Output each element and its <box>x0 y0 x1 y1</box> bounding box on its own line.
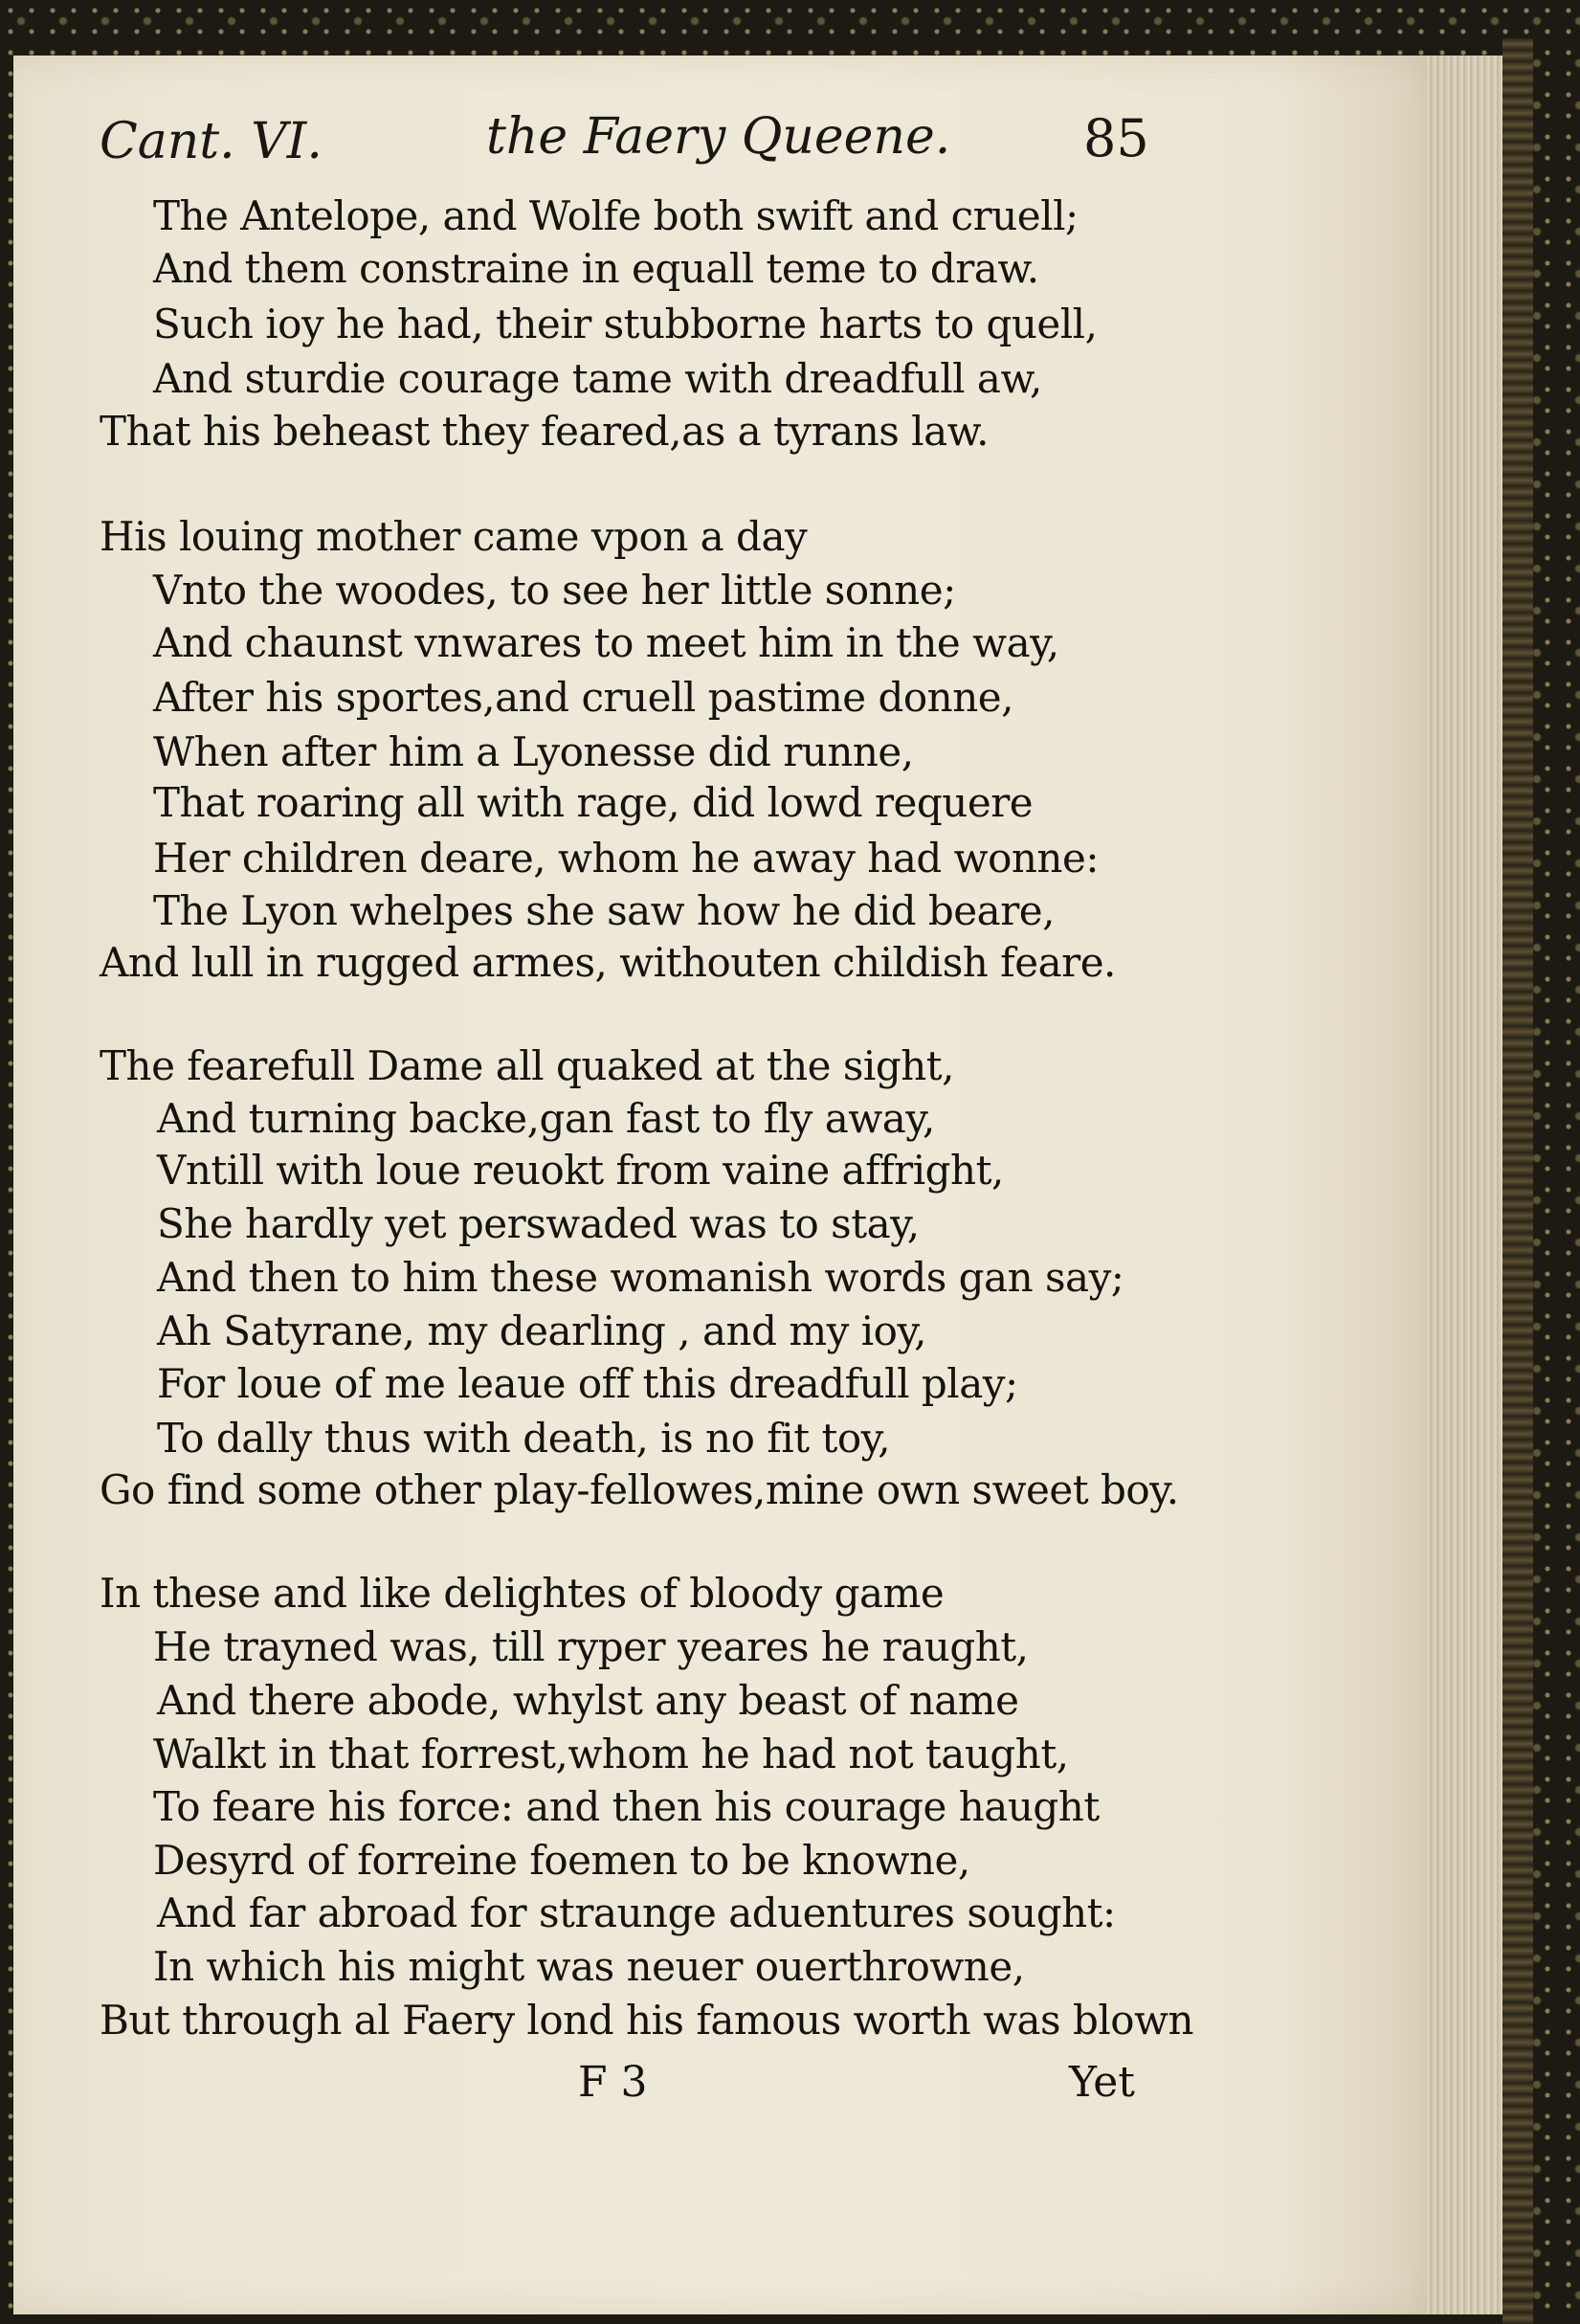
verse-line: To dally thus with death, is no fit toy, <box>157 1415 891 1462</box>
verse-line: And far abroad for straunge aduentures sought: <box>157 1889 1116 1936</box>
verse-line: The fearefull Dame all quaked at the sight, <box>100 1042 955 1089</box>
verse-line: Desyrd of forreine foemen to be knowne, <box>153 1837 970 1884</box>
verse-line: That his beheast they feared,as a tyrans law. <box>100 408 989 455</box>
verse-line: Her children deare, whom he away had wonne: <box>153 835 1099 882</box>
verse-line: And there abode, whylst any beast of name <box>157 1677 1019 1724</box>
verse-line: He trayned was, till ryper yeares he raught, <box>153 1623 1029 1670</box>
verse-line: And lull in rugged armes, withouten childish feare. <box>100 939 1116 986</box>
running-title-work: the Faery Queene. <box>486 108 951 166</box>
verse-line: And sturdie courage tame with dreadfull aw, <box>153 355 1042 402</box>
verse-line: Go find some other play-fellowes,mine own sweet boy. <box>100 1466 1179 1513</box>
verse-line: His louing mother came vpon a day <box>100 513 808 560</box>
verse-line: After his sportes,and cruell pastime donne, <box>153 674 1013 721</box>
gilt-edge-decoration <box>1502 38 1533 2324</box>
verse-line: When after him a Lyonesse did runne, <box>153 728 914 775</box>
page-number: 85 <box>1083 108 1149 168</box>
verse-line: And chaunst vnwares to meet him in the way, <box>153 619 1059 666</box>
verse-line: Ah Satyrane, my dearling , and my ioy, <box>157 1307 926 1354</box>
verse-line: To feare his force: and then his courage haught <box>153 1783 1100 1830</box>
verse-line: In which his might was neuer ouerthrowne, <box>153 1943 1025 1990</box>
verse-line: Vnto the woodes, to see her little sonne; <box>153 567 956 614</box>
verse-line: That roaring all with rage, did lowd requere <box>153 779 1034 826</box>
verse-line: Walkt in that forrest,whom he had not taught, <box>153 1731 1069 1777</box>
signature-mark: F 3 <box>578 2058 648 2107</box>
verse-line: And then to him these womanish words gan say; <box>157 1254 1124 1301</box>
page-header <box>0 0 1580 170</box>
running-title-canto: Cant. VI. <box>100 113 323 170</box>
verse-line: Vntill with loue reuokt from vaine affright, <box>157 1147 1004 1194</box>
verse-line: The Lyon whelpes she saw how he did beare, <box>153 887 1055 934</box>
verse-line: The Antelope, and Wolfe both swift and cruell; <box>153 192 1079 239</box>
verse-line: For loue of me leaue off this dreadfull play; <box>157 1360 1018 1407</box>
catchword: Yet <box>1069 2058 1135 2107</box>
verse-line: And them constraine in equall teme to draw. <box>153 245 1039 292</box>
page-edges <box>1426 56 1502 2314</box>
verse-line: And turning backe,gan fast to fly away, <box>157 1095 935 1142</box>
verse-line: But through al Faery lond his famous worth was blown <box>100 1997 1194 2044</box>
verse-line: Such ioy he had, their stubborne harts to quell, <box>153 301 1098 347</box>
verse-line: In these and like delightes of bloody game <box>100 1570 945 1617</box>
verse-line: She hardly yet perswaded was to stay, <box>157 1200 920 1247</box>
